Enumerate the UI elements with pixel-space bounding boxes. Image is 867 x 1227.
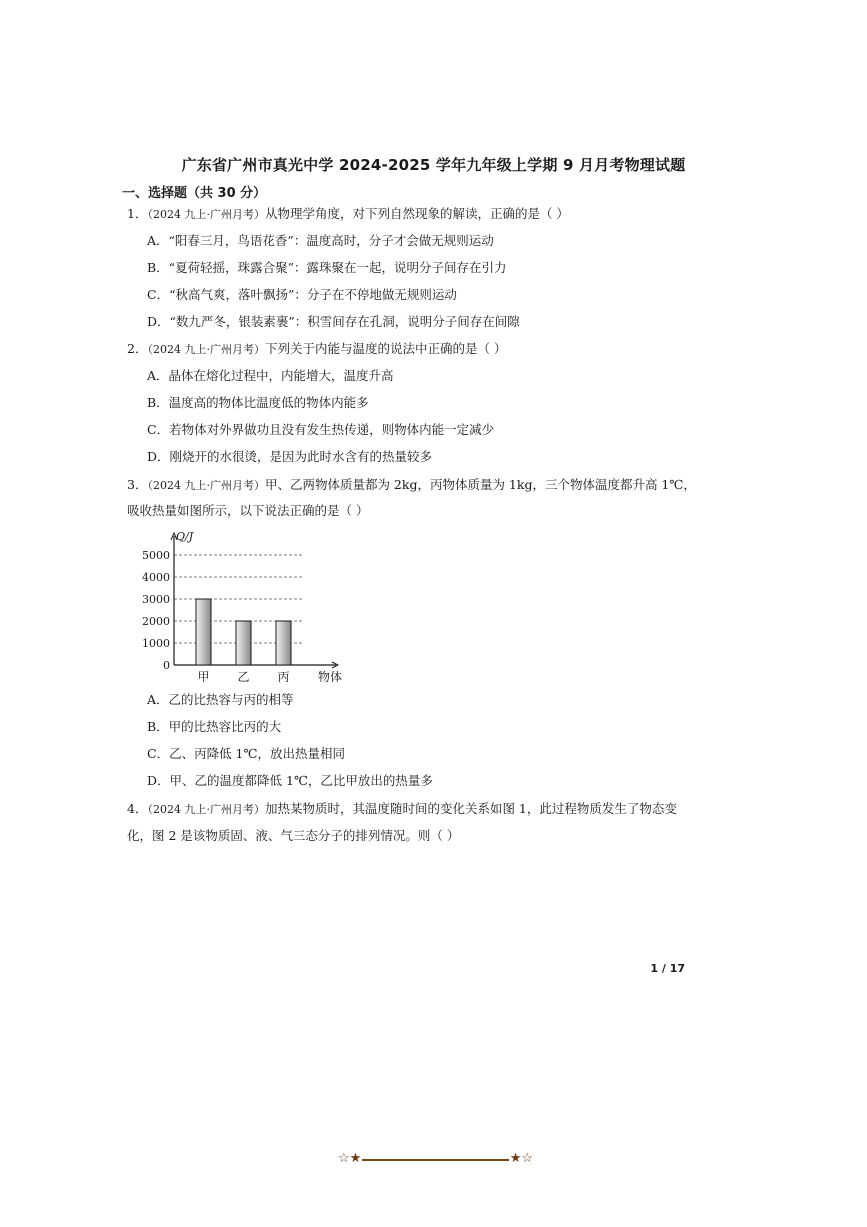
option-c: C．“秋高气爽，落叶飘扬”：分子在不停地做无规则运动 <box>147 287 457 302</box>
question-source: （2024 九上·广州月考） <box>147 343 265 356</box>
bar <box>276 621 291 665</box>
option-d: D．甲、乙的温度都降低 1℃，乙比甲放出的热量多 <box>147 773 433 788</box>
question-4 <box>127 801 677 818</box>
footer-divider <box>362 1159 509 1161</box>
page-number: 1 / 17 <box>650 962 685 975</box>
question-source: （2024 九上·广州月考） <box>147 479 265 492</box>
option-a: A．乙的比热容与丙的相等 <box>147 692 294 707</box>
x-tick-label: 丙 <box>277 670 290 684</box>
y-tick-label: 0 <box>163 659 170 672</box>
question-3-stem-line-2: 吸收热量如图所示，以下说法正确的是（ ） <box>127 503 369 518</box>
question-3 <box>127 477 696 494</box>
y-tick-label: 2000 <box>142 615 170 628</box>
question-stem: 从物理学角度，对下列自然现象的解读，正确的是（ ） <box>264 206 569 221</box>
y-tick-label: 3000 <box>142 593 170 606</box>
question-stem: 下列关于内能与温度的说法中正确的是（ ） <box>264 341 507 356</box>
option-b: B．甲的比热容比丙的大 <box>147 719 282 734</box>
option-d: D．“数九严冬，银装素裹”：积雪间存在孔洞，说明分子间存在间隙 <box>147 314 520 329</box>
option-a: A．晶体在熔化过程中，内能增大，温度升高 <box>147 368 394 383</box>
bar <box>236 621 251 665</box>
option-b: B．“夏荷轻摇，珠露合聚”：露珠聚在一起，说明分子间存在引力 <box>147 260 507 275</box>
bar <box>196 599 211 665</box>
question-source: （2024 九上·广州月考） <box>147 208 265 221</box>
star-icon: ★☆ <box>509 1151 533 1166</box>
question-stem: 甲、乙两物体质量都为 2kg，丙物体质量为 1kg，三个物体温度都升高 1℃， <box>264 477 696 492</box>
x-axis-label: 物体 <box>317 670 343 684</box>
question-4-stem-line-2: 化，图 2 是该物质固、液、气三态分子的排列情况。则（ ） <box>127 828 460 843</box>
question-1 <box>127 206 569 223</box>
y-tick-label: 5000 <box>142 549 170 562</box>
x-tick-label: 乙 <box>237 670 250 684</box>
option-a: A．“阳春三月，鸟语花香”：温度高时，分子才会做无规则运动 <box>147 233 494 248</box>
y-tick-label: 1000 <box>142 637 170 650</box>
question-2 <box>127 341 506 358</box>
question-number: 2． <box>127 341 148 356</box>
option-d: D．刚烧开的水很烫，是因为此时水含有的热量较多 <box>147 449 433 464</box>
y-axis-label: Q/J <box>176 530 194 543</box>
question-number: 1． <box>127 206 148 221</box>
star-icon: ☆★ <box>338 1151 362 1166</box>
y-tick-label: 4000 <box>142 571 170 584</box>
option-c: C．若物体对外界做功且没有发生热传递，则物体内能一定减少 <box>147 422 495 437</box>
question-number: 3． <box>127 477 148 492</box>
question-stem: 加热某物质时，其温度随时间的变化关系如图 1，此过程物质发生了物态变 <box>264 801 677 816</box>
question-source: （2024 九上·广州月考） <box>147 803 265 816</box>
section-heading: 一、选择题（共 30 分） <box>122 186 267 201</box>
option-b: B．温度高的物体比温度低的物体内能多 <box>147 395 369 410</box>
paper-title: 广东省广州市真光中学 2024-2025 学年九年级上学期 9 月月考物理试题 <box>181 156 686 174</box>
x-tick-label: 甲 <box>197 670 210 684</box>
footer-ornament <box>338 1150 533 1170</box>
heat-bar-chart <box>140 528 345 688</box>
question-number: 4． <box>127 801 148 816</box>
option-c: C．乙、丙降低 1℃，放出热量相同 <box>147 746 345 761</box>
